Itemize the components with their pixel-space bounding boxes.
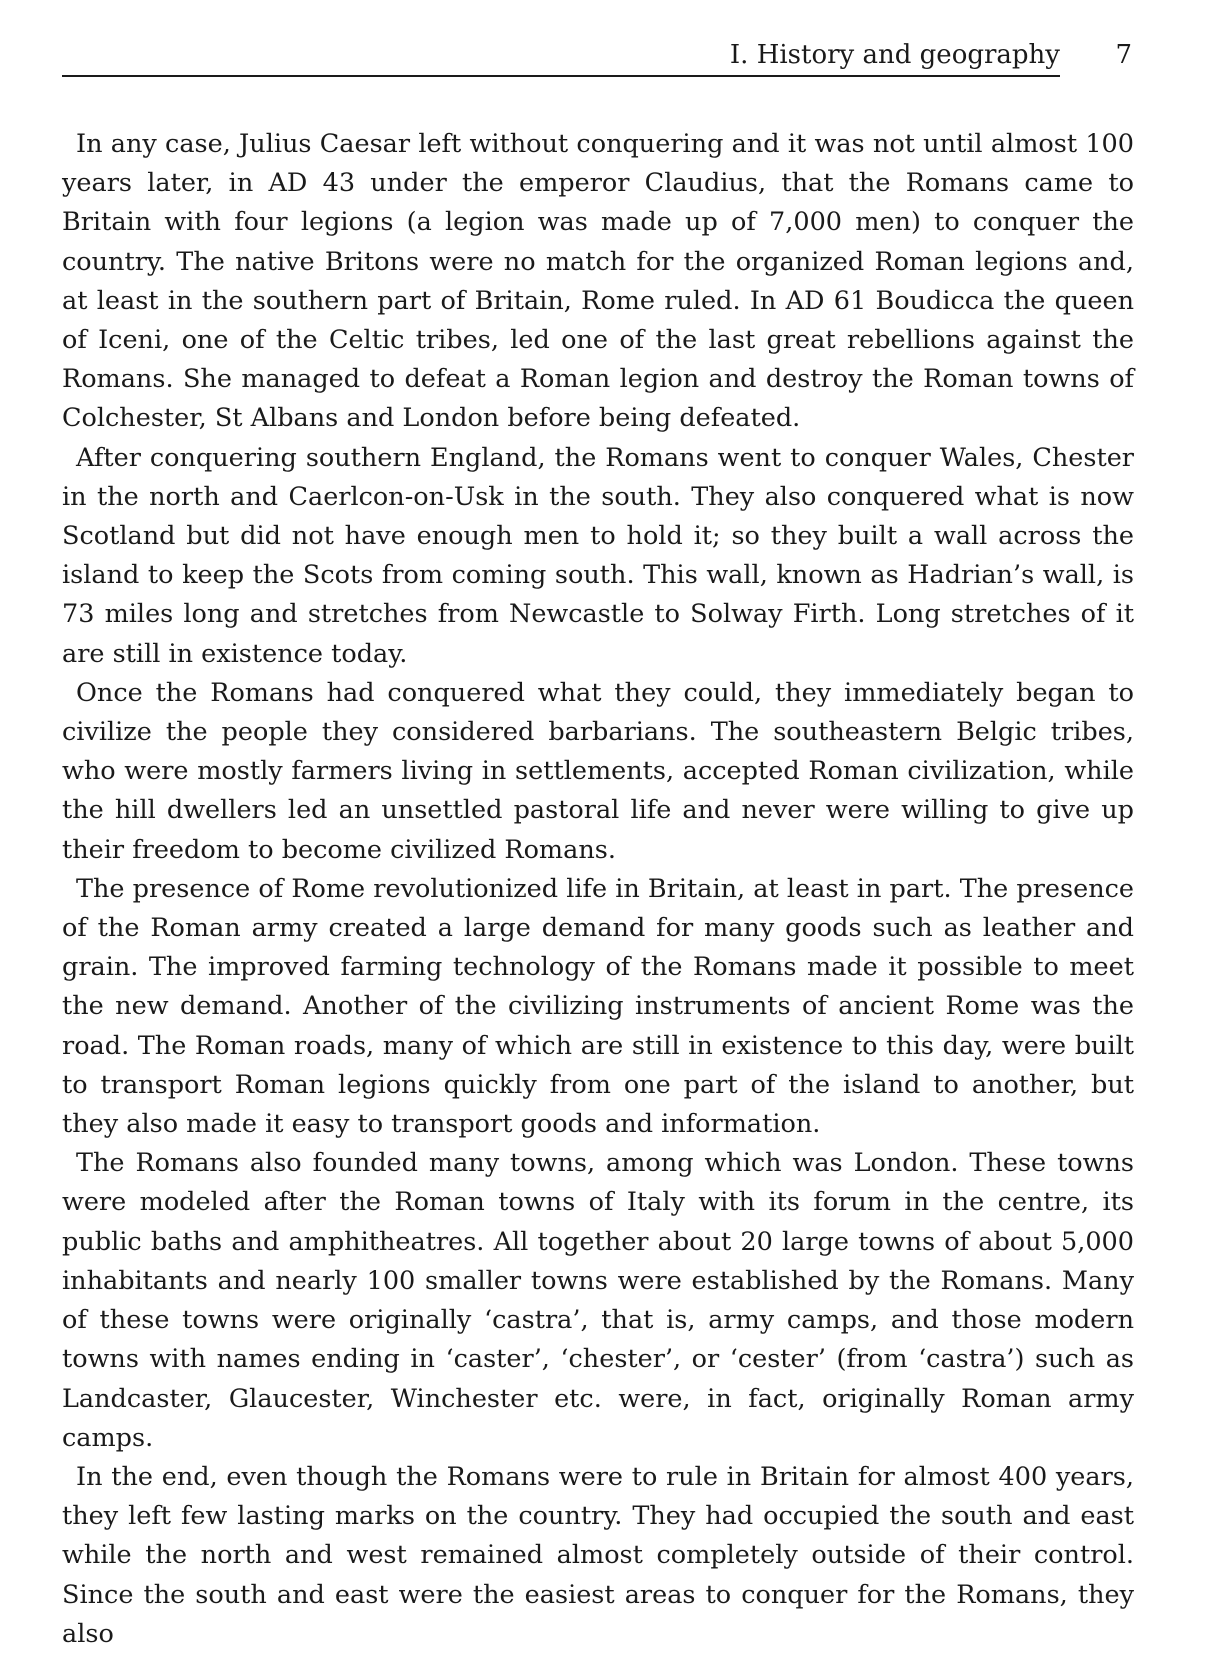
paragraph-2: After conquering southern England, the Romans went to conquer Wales, Chester in the north and Caerlcon-on-Usk in the south. They also conquered what is now Scotland but did not have enough men to hold it; so they built a wall across the island to keep the Scots from coming south. This wall, known as Hadrian’s wall, is 73 miles long and stretches from Newcastle to Solway Firth. Long stretches of it are still in existence today. bbox=[62, 442, 1134, 669]
paragraph-4: The presence of Rome revolutionized life in Britain, at least in part. The presence of the Roman army created a large demand for many goods such as leather and grain. The improved farming technology of the Romans made it possible to meet the new demand. Another of the civilizing instruments of ancient Rome was the road. The Roman roads, many of which are still in existence to this day, were built to transport Roman legions quickly from one part of the island to another, but they also made it easy to transport goods and information. bbox=[62, 873, 1134, 1140]
paragraph-1: In any case, Julius Caesar left without conquering and it was not until almost 100 years later, in AD 43 under the emperor Claudius, that the Romans came to Britain with four legions (a legion was made up of 7,000 men) to conquer the country. The native Britons were no match for the organized Roman legions and, at least in the southern part of Britain, Rome ruled. In AD 61 Boudicca the queen of Iceni, one of the Celtic tribes, led one of the last great rebellions against the Romans. She managed to defeat a Roman legion and destroy the Roman towns of Colchester, St Albans and London before being defeated. bbox=[62, 129, 1134, 434]
body-text bbox=[62, 125, 1134, 1654]
section-title: I. History and geography bbox=[729, 40, 1060, 70]
page-number: 7 bbox=[1115, 40, 1132, 70]
running-header bbox=[62, 30, 1132, 78]
paragraph-3: Once the Romans had conquered what they could, they immediately began to civilize the people they considered barbarians. The southeastern Belgic tribes, who were mostly farmers living in settlements, accepted Roman civilization, while the hill dwellers led an unsettled pastoral life and never were willing to give up their freedom to become civilized Romans. bbox=[62, 677, 1134, 865]
header-rule bbox=[62, 75, 1060, 77]
paragraph-5: The Romans also founded many towns, among which was London. These towns were modeled after the Roman towns of Italy with its forum in the centre, its public baths and amphitheatres. All together about 20 large towns of about 5,000 inhabitants and nearly 100 smaller towns were established by the Romans. Many of these towns were originally ‘castra’, that is, army camps, and those modern towns with names ending in ‘caster’, ‘chester’, or ‘cester’ (from ‘castra’) such as Landcaster, Glaucester, Winchester etc. were, in fact, originally Roman army camps. bbox=[62, 1148, 1134, 1453]
paragraph-6: In the end, even though the Romans were to rule in Britain for almost 400 years, they left few lasting marks on the country. They had occupied the south and east while the north and west remained almost completely outside of their control. Since the south and east were the easiest areas to conquer for the Romans, they also bbox=[62, 1461, 1134, 1649]
